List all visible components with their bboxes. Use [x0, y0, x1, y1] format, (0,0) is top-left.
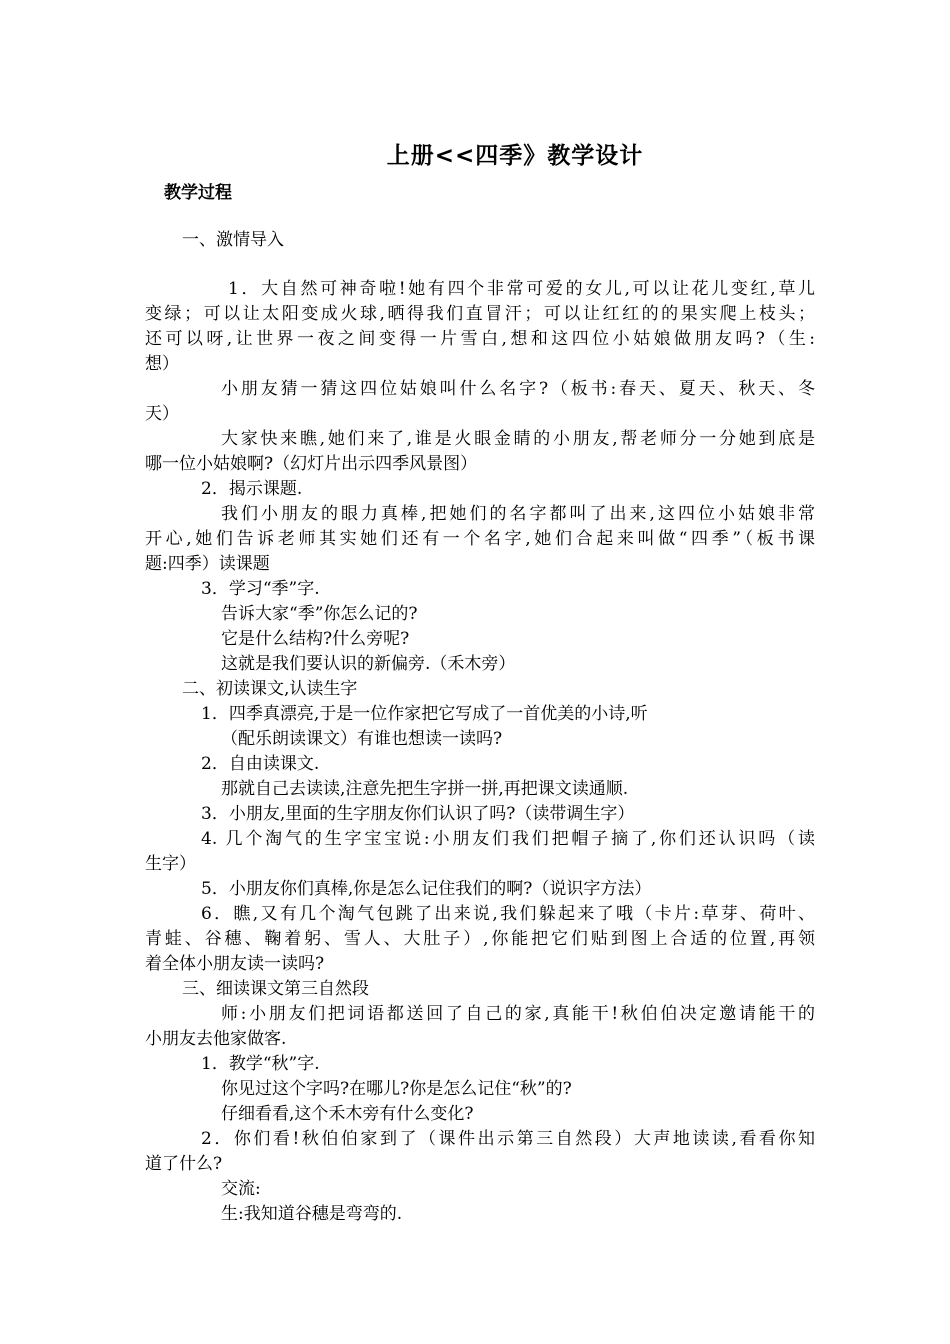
paragraph-line: 开心,她们告诉老师其实她们还有一个名字,她们合起来叫做“四季”（板书课 — [145, 529, 815, 549]
list-item: 5．小朋友你们真棒,你是怎么记住我们的啊?（说识字方法） — [201, 879, 652, 899]
page-title: 上册<<四季》教学设计 — [386, 143, 644, 169]
list-item: 4. 几个淘气的生字宝宝说:小朋友们我们把帽子摘了,你们还认识吗（读 — [201, 829, 815, 849]
paragraph-line: 生字） — [145, 854, 196, 874]
paragraph-line: 哪一位小姑娘啊?（幻灯片出示四季风景图） — [145, 454, 478, 474]
paragraph-line: 小朋友去他家做客. — [145, 1029, 287, 1049]
paragraph-line: 变绿；可以让太阳变成火球,晒得我们直冒汗；可以让红红的的果实爬上枝头； — [145, 304, 815, 324]
paragraph-line: 我们小朋友的眼力真棒,把她们的名字都叫了出来,这四位小姑娘非常 — [221, 504, 815, 524]
paragraph-line: 天） — [145, 404, 179, 424]
list-item: 2．你们看!秋伯伯家到了（课件出示第三自然段）大声地读读,看看你知 — [201, 1129, 815, 1149]
paragraph-line: 师:小朋友们把词语都送回了自己的家,真能干!秋伯伯决定邀请能干的 — [221, 1004, 815, 1024]
paragraph-line: 题:四季）读课题 — [145, 554, 270, 574]
paragraph-line: 青蛙、谷穗、鞠着躬、雪人、大肚子）,你能把它们贴到图上合适的位置,再领 — [145, 929, 815, 949]
list-item: 3．小朋友,里面的生字朋友你们认识了吗?（读带调生字） — [201, 804, 635, 824]
paragraph-line: 小朋友猜一猜这四位姑娘叫什么名字?（板书:春天、夏天、秋天、冬 — [221, 379, 815, 399]
section-heading-1: 一、激情导入 — [182, 230, 284, 250]
paragraph-line: 还可以呀,让世界一夜之间变得一片雪白,想和这四位小姑娘做朋友吗?（生: — [145, 329, 815, 349]
list-item: 1．四季真漂亮,于是一位作家把它写成了一首优美的小诗,听 — [201, 704, 648, 724]
paragraph-line: 它是什么结构?什么旁呢? — [221, 629, 410, 649]
list-item: 2．揭示课题. — [201, 479, 303, 499]
paragraph-line: 交流: — [221, 1179, 261, 1199]
paragraph-line: 道了什么? — [145, 1154, 223, 1174]
paragraph-line: 1．大自然可神奇啦!她有四个非常可爱的女儿,可以让花儿变红,草儿 — [228, 279, 815, 299]
list-item: 3．学习“季”字. — [201, 579, 320, 599]
section-heading-2: 二、初读课文,认读生字 — [182, 679, 358, 699]
list-item: 2．自由读课文. — [201, 754, 320, 774]
paragraph-line: 大家快来瞧,她们来了,谁是火眼金睛的小朋友,帮老师分一分她到底是 — [221, 429, 815, 449]
section-heading-3: 三、细读课文第三自然段 — [182, 979, 369, 999]
paragraph-line: 着全体小朋友读一读吗? — [145, 954, 325, 974]
paragraph-line: 生:我知道谷穗是弯弯的. — [221, 1204, 403, 1224]
section-heading: 教学过程 — [164, 183, 232, 203]
paragraph-line: 这就是我们要认识的新偏旁.（禾木旁） — [221, 654, 516, 674]
paragraph-line: 你见过这个字吗?在哪儿?你是怎么记住“秋”的? — [221, 1079, 572, 1099]
list-item: 1．教学“秋”字. — [201, 1054, 320, 1074]
paragraph-line: 想） — [145, 354, 179, 374]
paragraph-line: 仔细看看,这个禾木旁有什么变化? — [221, 1104, 474, 1124]
paragraph-line: （配乐朗读课文）有谁也想读一读吗? — [221, 729, 503, 749]
paragraph-line: 那就自己去读读,注意先把生字拼一拼,再把课文读通顺. — [221, 779, 629, 799]
paragraph-line: 告诉大家“季”你怎么记的? — [221, 604, 418, 624]
list-item: 6．瞧,又有几个淘气包跳了出来说,我们躲起来了哦（卡片:草芽、荷叶、 — [201, 904, 815, 924]
